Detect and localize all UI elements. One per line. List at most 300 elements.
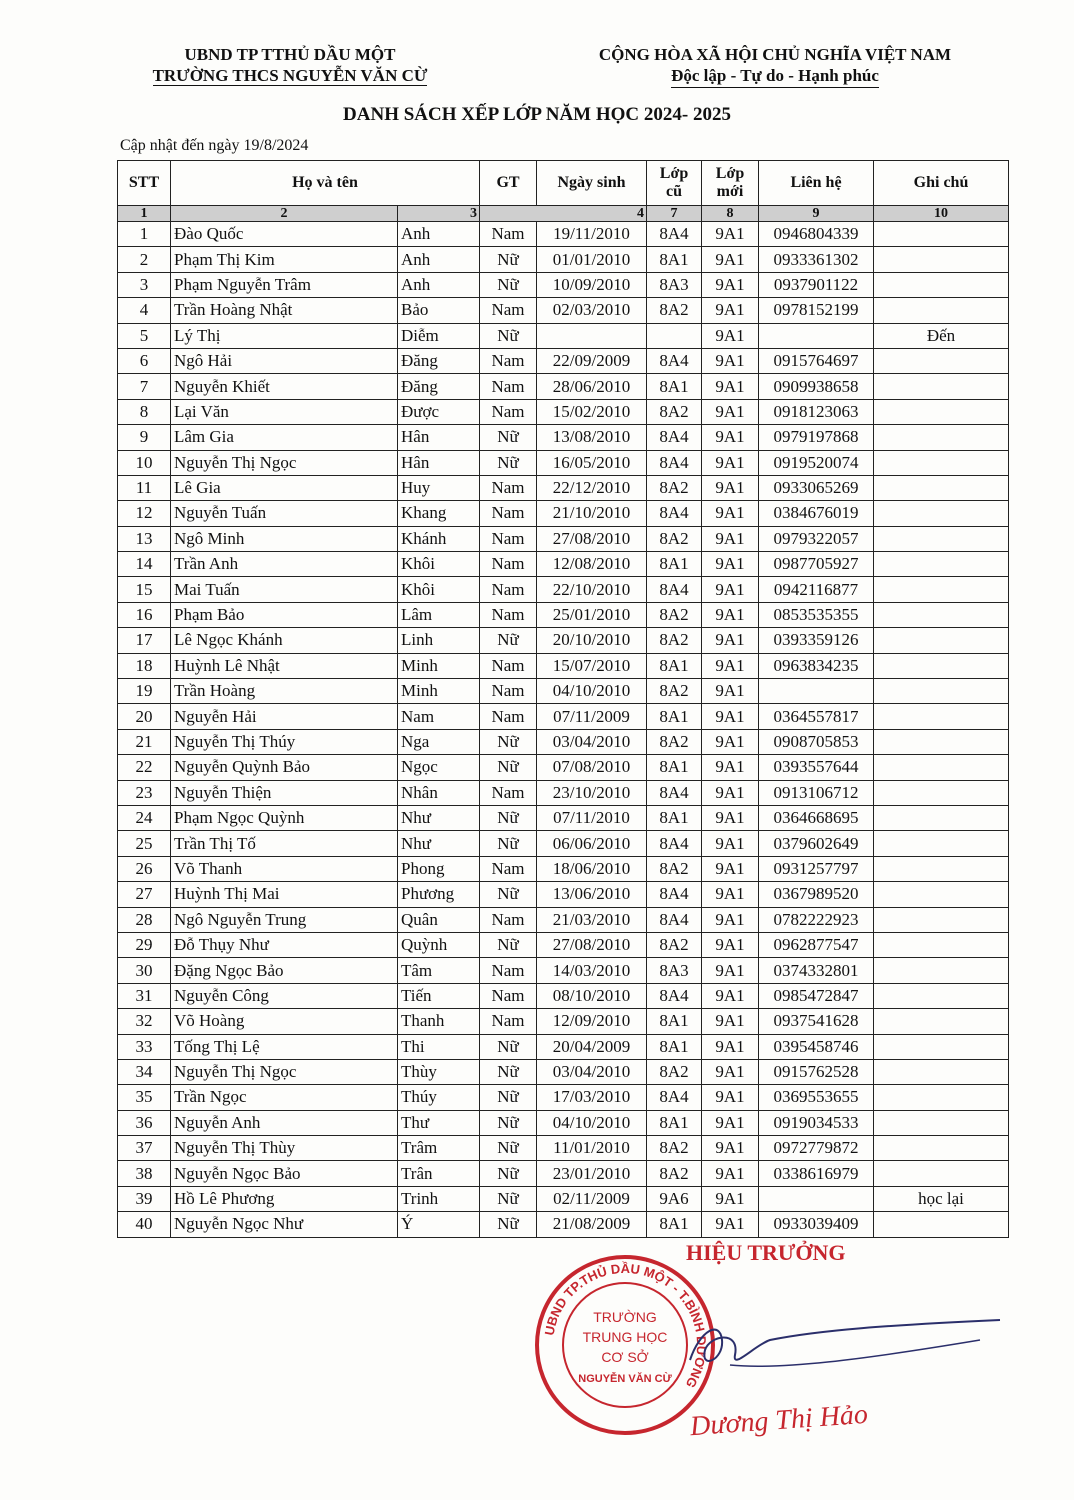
first-name-cell: Như [398, 805, 480, 830]
family-given-name-cell: Phạm Nguyễn Trâm [171, 272, 398, 297]
note-cell [874, 1059, 1009, 1084]
family-given-name-cell: Lê Gia [171, 475, 398, 500]
phone-number-cell: 0369553655 [759, 1085, 874, 1110]
row-number-cell: 4 [118, 298, 171, 323]
first-name-cell: Lâm [398, 602, 480, 627]
family-given-name-cell: Nguyễn Thị Thùy [171, 1136, 398, 1161]
phone-number-cell: 0962877547 [759, 932, 874, 957]
phone-number-cell: 0374332801 [759, 958, 874, 983]
old-class-cell: 8A2 [647, 298, 702, 323]
stamp-line: NGUYỄN VĂN CỪ [578, 1373, 672, 1385]
table-row [118, 222, 1009, 247]
table-row [118, 475, 1009, 500]
date-of-birth-cell: 14/03/2010 [537, 958, 647, 983]
date-of-birth-cell: 27/08/2010 [537, 526, 647, 551]
gender-cell: Nữ [480, 1110, 537, 1135]
index-cell: 9 [759, 206, 874, 222]
phone-number-cell: 0364668695 [759, 805, 874, 830]
note-cell [874, 272, 1009, 297]
old-class-cell: 8A2 [647, 1136, 702, 1161]
first-name-cell: Khánh [398, 526, 480, 551]
first-name-cell: Thanh [398, 1009, 480, 1034]
old-class-cell: 8A4 [647, 222, 702, 247]
first-name-cell: Khôi [398, 577, 480, 602]
gender-cell: Nam [480, 374, 537, 399]
new-class-cell: 9A1 [702, 679, 759, 704]
table-row [118, 272, 1009, 297]
old-class-cell: 8A2 [647, 1059, 702, 1084]
note-cell [874, 856, 1009, 881]
first-name-cell: Ý [398, 1212, 480, 1237]
gender-cell: Nữ [480, 729, 537, 754]
first-name-cell: Phong [398, 856, 480, 881]
gender-cell: Nam [480, 552, 537, 577]
gender-cell: Nam [480, 526, 537, 551]
date-of-birth-cell: 01/01/2010 [537, 247, 647, 272]
note-cell [874, 780, 1009, 805]
row-number-cell: 35 [118, 1085, 171, 1110]
row-number-cell: 33 [118, 1034, 171, 1059]
family-given-name-cell: Đào Quốc [171, 222, 398, 247]
new-class-cell: 9A1 [702, 882, 759, 907]
table-row [118, 704, 1009, 729]
row-number-cell: 40 [118, 1212, 171, 1237]
date-of-birth-cell: 19/11/2010 [537, 222, 647, 247]
old-class-cell: 8A2 [647, 602, 702, 627]
old-class-cell: 8A1 [647, 755, 702, 780]
index-cell: 8 [702, 206, 759, 222]
phone-number-cell: 0919520074 [759, 450, 874, 475]
note-cell [874, 1034, 1009, 1059]
family-given-name-cell: Nguyễn Tuấn [171, 501, 398, 526]
old-class-cell: 8A4 [647, 1085, 702, 1110]
table-row [118, 958, 1009, 983]
note-cell [874, 805, 1009, 830]
family-given-name-cell: Trần Thị Tố [171, 831, 398, 856]
date-of-birth-cell: 22/12/2010 [537, 475, 647, 500]
phone-number-cell: 0937541628 [759, 1009, 874, 1034]
family-given-name-cell: Huỳnh Thị Mai [171, 882, 398, 907]
first-name-cell: Minh [398, 653, 480, 678]
gender-cell: Nam [480, 577, 537, 602]
old-class-cell: 8A4 [647, 983, 702, 1008]
date-of-birth-cell: 15/02/2010 [537, 399, 647, 424]
date-of-birth-cell: 21/08/2009 [537, 1212, 647, 1237]
row-number-cell: 1 [118, 222, 171, 247]
gender-cell: Nữ [480, 1212, 537, 1237]
phone-number-cell: 0915764697 [759, 348, 874, 373]
col-header-gender: GT [480, 161, 537, 206]
family-given-name-cell: Nguyễn Quỳnh Bảo [171, 755, 398, 780]
first-name-cell: Được [398, 399, 480, 424]
old-class-cell: 8A2 [647, 475, 702, 500]
row-number-cell: 36 [118, 1110, 171, 1135]
table-row [118, 907, 1009, 932]
row-number-cell: 11 [118, 475, 171, 500]
table-row [118, 1186, 1009, 1211]
date-of-birth-cell: 25/01/2010 [537, 602, 647, 627]
gender-cell: Nữ [480, 272, 537, 297]
table-body [118, 222, 1009, 1238]
gender-cell: Nam [480, 856, 537, 881]
phone-number-cell: 0987705927 [759, 552, 874, 577]
new-class-cell: 9A1 [702, 907, 759, 932]
old-class-cell: 8A4 [647, 780, 702, 805]
phone-number-cell: 0853535355 [759, 602, 874, 627]
phone-number-cell [759, 1186, 874, 1211]
old-class-cell: 8A4 [647, 831, 702, 856]
row-number-cell: 17 [118, 628, 171, 653]
date-of-birth-cell: 02/03/2010 [537, 298, 647, 323]
first-name-cell: Khang [398, 501, 480, 526]
table-row [118, 1110, 1009, 1135]
family-given-name-cell: Nguyễn Công [171, 983, 398, 1008]
row-number-cell: 32 [118, 1009, 171, 1034]
stamp-ring-text: UBND TP.THỦ DẦU MỘT - T.BÌNH DƯƠNG [541, 1260, 710, 1391]
table-row [118, 1212, 1009, 1237]
note-cell [874, 679, 1009, 704]
gender-cell: Nữ [480, 628, 537, 653]
family-given-name-cell: Nguyễn Ngọc Như [171, 1212, 398, 1237]
date-of-birth-cell: 07/11/2010 [537, 805, 647, 830]
table-row [118, 577, 1009, 602]
gender-cell: Nữ [480, 247, 537, 272]
family-given-name-cell: Phạm Ngọc Quỳnh [171, 805, 398, 830]
first-name-cell: Thư [398, 1110, 480, 1135]
note-cell [874, 628, 1009, 653]
family-given-name-cell: Trần Hoàng Nhật [171, 298, 398, 323]
phone-number-cell: 0931257797 [759, 856, 874, 881]
old-class-cell: 8A4 [647, 577, 702, 602]
new-class-cell: 9A1 [702, 1110, 759, 1135]
family-given-name-cell: Phạm Thị Kim [171, 247, 398, 272]
date-of-birth-cell: 03/04/2010 [537, 1059, 647, 1084]
phone-number-cell: 0364557817 [759, 704, 874, 729]
table-row [118, 1136, 1009, 1161]
new-class-cell: 9A1 [702, 1186, 759, 1211]
old-class-cell: 8A1 [647, 805, 702, 830]
new-class-cell: 9A1 [702, 958, 759, 983]
signature-scribble-icon [660, 1300, 1010, 1390]
new-class-cell: 9A1 [702, 602, 759, 627]
table-index-row [118, 206, 1009, 222]
new-class-cell: 9A1 [702, 1136, 759, 1161]
first-name-cell: Tâm [398, 958, 480, 983]
gender-cell: Nữ [480, 882, 537, 907]
phone-number-cell: 0395458746 [759, 1034, 874, 1059]
date-of-birth-cell: 16/05/2010 [537, 450, 647, 475]
note-cell [874, 552, 1009, 577]
phone-number-cell: 0913106712 [759, 780, 874, 805]
gender-cell: Nam [480, 653, 537, 678]
row-number-cell: 37 [118, 1136, 171, 1161]
new-class-cell: 9A1 [702, 704, 759, 729]
note-cell [874, 932, 1009, 957]
first-name-cell: Nhân [398, 780, 480, 805]
family-given-name-cell: Đặng Ngọc Bảo [171, 958, 398, 983]
old-class-cell [647, 323, 702, 348]
first-name-cell: Như [398, 831, 480, 856]
family-given-name-cell: Nguyễn Ngọc Bảo [171, 1161, 398, 1186]
class-list-table [117, 160, 1009, 1238]
note-cell [874, 425, 1009, 450]
old-class-cell: 8A4 [647, 501, 702, 526]
first-name-cell: Đăng [398, 374, 480, 399]
new-class-cell: 9A1 [702, 323, 759, 348]
first-name-cell: Hân [398, 450, 480, 475]
note-cell [874, 831, 1009, 856]
gender-cell: Nam [480, 348, 537, 373]
family-given-name-cell: Huỳnh Lê Nhật [171, 653, 398, 678]
row-number-cell: 15 [118, 577, 171, 602]
gender-cell: Nam [480, 222, 537, 247]
old-class-cell: 8A2 [647, 856, 702, 881]
table-header-row [118, 161, 1009, 206]
index-cell: 7 [647, 206, 702, 222]
family-given-name-cell: Lý Thị [171, 323, 398, 348]
gender-cell: Nữ [480, 1186, 537, 1211]
first-name-cell: Trinh [398, 1186, 480, 1211]
new-class-cell: 9A1 [702, 526, 759, 551]
first-name-cell: Phương [398, 882, 480, 907]
date-of-birth-cell: 20/04/2009 [537, 1034, 647, 1059]
new-class-cell: 9A1 [702, 475, 759, 500]
date-of-birth-cell: 11/01/2010 [537, 1136, 647, 1161]
first-name-cell: Anh [398, 272, 480, 297]
note-cell [874, 729, 1009, 754]
new-class-cell: 9A1 [702, 831, 759, 856]
family-given-name-cell: Mai Tuấn [171, 577, 398, 602]
old-class-cell: 8A4 [647, 907, 702, 932]
note-cell [874, 526, 1009, 551]
table-row [118, 729, 1009, 754]
family-given-name-cell: Hồ Lê Phương [171, 1186, 398, 1211]
date-of-birth-cell: 23/10/2010 [537, 780, 647, 805]
gender-cell: Nữ [480, 1161, 537, 1186]
gender-cell: Nam [480, 907, 537, 932]
new-class-cell: 9A1 [702, 983, 759, 1008]
first-name-cell: Nam [398, 704, 480, 729]
old-class-cell: 8A1 [647, 1212, 702, 1237]
table-row [118, 882, 1009, 907]
table-row [118, 856, 1009, 881]
signer-name: Dương Thị Hảo [689, 1398, 869, 1443]
phone-number-cell: 0908705853 [759, 729, 874, 754]
new-class-cell: 9A1 [702, 450, 759, 475]
phone-number-cell: 0942116877 [759, 577, 874, 602]
date-of-birth-cell: 15/07/2010 [537, 653, 647, 678]
family-given-name-cell: Ngô Nguyễn Trung [171, 907, 398, 932]
row-number-cell: 19 [118, 679, 171, 704]
index-cell: 10 [874, 206, 1009, 222]
date-of-birth-cell: 07/11/2009 [537, 704, 647, 729]
note-cell [874, 222, 1009, 247]
table-row [118, 679, 1009, 704]
date-of-birth-cell: 10/09/2010 [537, 272, 647, 297]
family-given-name-cell: Trần Anh [171, 552, 398, 577]
date-of-birth-cell: 04/10/2010 [537, 679, 647, 704]
row-number-cell: 10 [118, 450, 171, 475]
date-of-birth-cell: 18/06/2010 [537, 856, 647, 881]
family-given-name-cell: Võ Thanh [171, 856, 398, 881]
first-name-cell: Tiến [398, 983, 480, 1008]
col-header-name: Họ và tên [171, 161, 480, 206]
phone-number-cell: 0972779872 [759, 1136, 874, 1161]
new-class-cell: 9A1 [702, 932, 759, 957]
old-class-cell: 8A1 [647, 1009, 702, 1034]
row-number-cell: 12 [118, 501, 171, 526]
old-class-cell: 8A3 [647, 272, 702, 297]
date-of-birth-cell: 17/03/2010 [537, 1085, 647, 1110]
family-given-name-cell: Nguyễn Thị Ngọc [171, 450, 398, 475]
note-cell [874, 475, 1009, 500]
new-class-cell: 9A1 [702, 247, 759, 272]
date-of-birth-cell: 13/06/2010 [537, 882, 647, 907]
note-cell [874, 1212, 1009, 1237]
first-name-cell: Anh [398, 247, 480, 272]
first-name-cell: Thùy [398, 1059, 480, 1084]
first-name-cell: Quân [398, 907, 480, 932]
date-of-birth-cell: 13/08/2010 [537, 425, 647, 450]
new-class-cell: 9A1 [702, 399, 759, 424]
note-cell: Đến [874, 323, 1009, 348]
old-class-cell: 8A4 [647, 348, 702, 373]
date-of-birth-cell: 03/04/2010 [537, 729, 647, 754]
first-name-cell: Đăng [398, 348, 480, 373]
old-class-cell: 9A6 [647, 1186, 702, 1211]
new-class-cell: 9A1 [702, 653, 759, 678]
new-class-cell: 9A1 [702, 1212, 759, 1237]
row-number-cell: 38 [118, 1161, 171, 1186]
old-class-cell: 8A1 [647, 552, 702, 577]
family-given-name-cell: Phạm Bảo [171, 602, 398, 627]
table-row [118, 526, 1009, 551]
note-cell [874, 602, 1009, 627]
phone-number-cell: 0915762528 [759, 1059, 874, 1084]
note-cell [874, 907, 1009, 932]
national-header [555, 44, 995, 88]
phone-number-cell [759, 679, 874, 704]
phone-number-cell: 0782222923 [759, 907, 874, 932]
family-given-name-cell: Võ Hoàng [171, 1009, 398, 1034]
table-row [118, 348, 1009, 373]
row-number-cell: 21 [118, 729, 171, 754]
table-row [118, 628, 1009, 653]
table-row [118, 1059, 1009, 1084]
table-row [118, 425, 1009, 450]
new-class-cell: 9A1 [702, 805, 759, 830]
phone-number-cell: 0918123063 [759, 399, 874, 424]
row-number-cell: 3 [118, 272, 171, 297]
phone-number-cell: 0985472847 [759, 983, 874, 1008]
new-class-cell: 9A1 [702, 856, 759, 881]
row-number-cell: 23 [118, 780, 171, 805]
table-row [118, 399, 1009, 424]
note-cell [874, 1161, 1009, 1186]
row-number-cell: 34 [118, 1059, 171, 1084]
new-class-cell: 9A1 [702, 780, 759, 805]
authority-name: UBND TP TTHỦ DẦU MỘT [184, 45, 396, 64]
family-given-name-cell: Ngô Minh [171, 526, 398, 551]
old-class-cell: 8A2 [647, 1161, 702, 1186]
col-header-note: Ghi chú [874, 161, 1009, 206]
row-number-cell: 8 [118, 399, 171, 424]
date-of-birth-cell: 12/09/2010 [537, 1009, 647, 1034]
family-given-name-cell: Trần Hoàng [171, 679, 398, 704]
col-header-old-class: Lớp cũ [647, 161, 702, 206]
table-row [118, 653, 1009, 678]
row-number-cell: 14 [118, 552, 171, 577]
document-title: DANH SÁCH XẾP LỚP NĂM HỌC 2024- 2025 [343, 104, 731, 125]
note-cell [874, 450, 1009, 475]
first-name-cell: Nga [398, 729, 480, 754]
date-of-birth-cell: 28/06/2010 [537, 374, 647, 399]
first-name-cell: Diễm [398, 323, 480, 348]
stamp-line: CƠ SỞ [601, 1349, 649, 1365]
phone-number-cell: 0978152199 [759, 298, 874, 323]
row-number-cell: 5 [118, 323, 171, 348]
gender-cell: Nữ [480, 831, 537, 856]
new-class-cell: 9A1 [702, 1009, 759, 1034]
note-cell [874, 577, 1009, 602]
school-header [100, 44, 480, 86]
first-name-cell: Thúy [398, 1085, 480, 1110]
phone-number-cell: 0384676019 [759, 501, 874, 526]
old-class-cell: 8A2 [647, 679, 702, 704]
date-of-birth-cell: 21/10/2010 [537, 501, 647, 526]
phone-number-cell: 0367989520 [759, 882, 874, 907]
family-given-name-cell: Nguyễn Thị Thúy [171, 729, 398, 754]
first-name-cell: Huy [398, 475, 480, 500]
row-number-cell: 6 [118, 348, 171, 373]
old-class-cell: 8A4 [647, 882, 702, 907]
phone-number-cell: 0937901122 [759, 272, 874, 297]
national-title: CỘNG HÒA XÃ HỘI CHỦ NGHĨA VIỆT NAM [598, 45, 952, 64]
table-row [118, 501, 1009, 526]
old-class-cell: 8A1 [647, 374, 702, 399]
new-class-cell: 9A1 [702, 425, 759, 450]
old-class-cell: 8A1 [647, 1110, 702, 1135]
note-cell [874, 755, 1009, 780]
col-header-new-class: Lớp mới [702, 161, 759, 206]
gender-cell: Nam [480, 399, 537, 424]
table-row [118, 247, 1009, 272]
gender-cell: Nam [480, 1009, 537, 1034]
family-given-name-cell: Đỗ Thụy Như [171, 932, 398, 957]
note-cell [874, 501, 1009, 526]
new-class-cell: 9A1 [702, 501, 759, 526]
row-number-cell: 26 [118, 856, 171, 881]
family-given-name-cell: Nguyễn Hải [171, 704, 398, 729]
table-row [118, 374, 1009, 399]
table-row [118, 932, 1009, 957]
gender-cell: Nữ [480, 932, 537, 957]
first-name-cell: Trâm [398, 1136, 480, 1161]
date-of-birth-cell: 23/01/2010 [537, 1161, 647, 1186]
row-number-cell: 24 [118, 805, 171, 830]
phone-number-cell: 0933065269 [759, 475, 874, 500]
note-cell [874, 247, 1009, 272]
date-of-birth-cell: 12/08/2010 [537, 552, 647, 577]
date-of-birth-cell: 02/11/2009 [537, 1186, 647, 1211]
family-given-name-cell: Nguyễn Anh [171, 1110, 398, 1135]
new-class-cell: 9A1 [702, 1059, 759, 1084]
note-cell [874, 348, 1009, 373]
family-given-name-cell: Trần Ngọc [171, 1085, 398, 1110]
phone-number-cell: 0946804339 [759, 222, 874, 247]
gender-cell: Nam [480, 704, 537, 729]
phone-number-cell: 0979322057 [759, 526, 874, 551]
